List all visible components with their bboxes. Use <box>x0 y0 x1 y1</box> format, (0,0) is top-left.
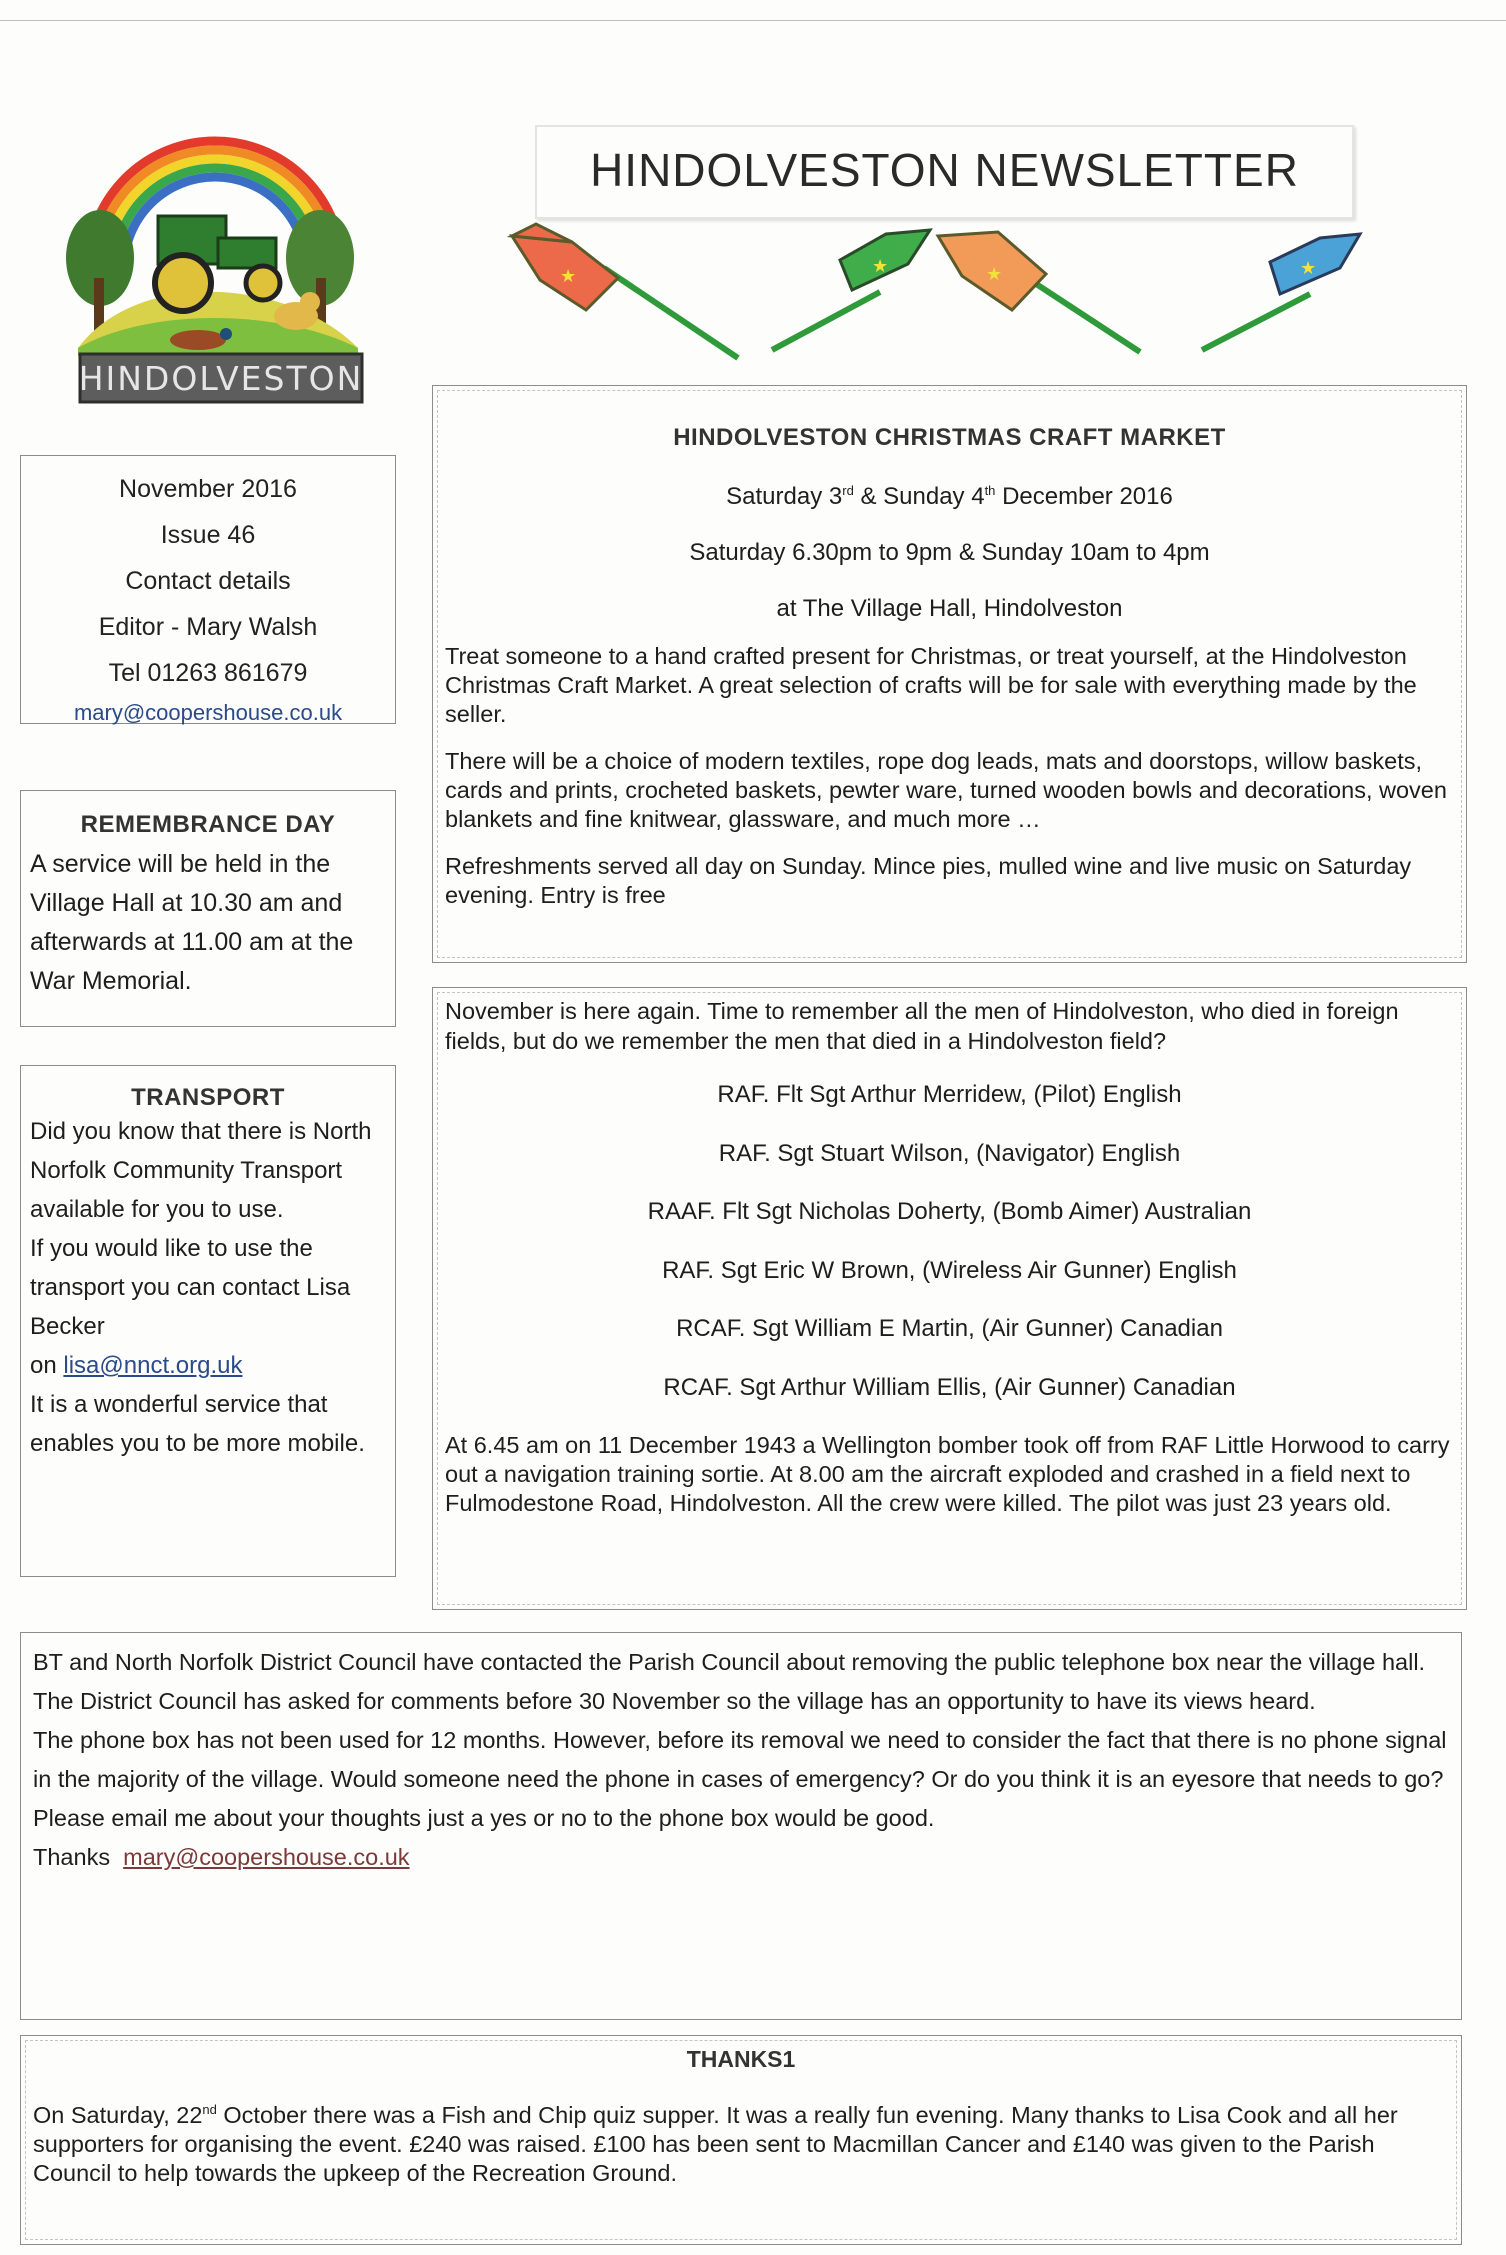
issue-date: November 2016 <box>119 475 297 503</box>
contact-details-box <box>20 455 396 724</box>
craft-times: Saturday 6.30pm to 9pm & Sunday 10am to 4pm <box>689 539 1210 566</box>
transport-closing: It is a wonderful service that enables you to be more mobile. <box>30 1391 365 1457</box>
rocket-icon <box>772 230 930 350</box>
transport-on-label: on <box>30 1352 57 1379</box>
phonebox-thanks-line <box>33 1838 1449 1877</box>
phonebox-email-link[interactable]: mary@coopershouse.co.uk <box>123 1844 410 1870</box>
wellington-crash-box <box>432 987 1467 1610</box>
crew-member: RCAF. Sgt Arthur William Ellis, (Air Gunner) Canadian <box>663 1373 1236 1401</box>
village-sign-logo <box>58 118 372 408</box>
thanks-heading: THANKS1 <box>686 2046 796 2072</box>
crew-member: RCAF. Sgt William E Martin, (Air Gunner) Canadian <box>676 1315 1223 1342</box>
newsletter-title: HINDOLVESTON NEWSLETTER <box>535 125 1354 219</box>
contact-heading: Contact details <box>125 567 291 595</box>
remembrance-text: A service will be held in the Village Hall at 10.30 am and afterwards at 11.00 am at the War Memorial. <box>30 850 354 995</box>
craft-paragraph-2: There will be a choice of modern textiles, rope dog leads, mats and doorstops, willow baskets, cards and prints, crocheted baskets, pewter ware, turned wooden bowls and decorations, woven blankets and fine knitwear, glassware, and much more … <box>445 748 1447 832</box>
craft-paragraph-1: Treat someone to a hand crafted present for Christmas, or treat yourself, at the Hindolveston Christmas Craft Market. A great selection of crafts will be for sale with everything made by the seller. <box>445 643 1417 727</box>
svg-text:★: ★ <box>560 266 577 286</box>
rocket-icon <box>512 224 738 358</box>
rocket-icon <box>1202 234 1360 350</box>
crew-member: RAF. Sgt Stuart Wilson, (Navigator) English <box>718 1139 1181 1167</box>
craft-market-box <box>432 385 1467 963</box>
raf-intro: November is here again. Time to remember all the men of Hindolveston, who died in foreign fields, but do we remember the men that died in a Hindolveston field? <box>445 998 1399 1054</box>
svg-text:★: ★ <box>1300 258 1317 278</box>
thanks-box <box>20 2035 1462 2245</box>
logo-plaque-text: HINDOLVESTON <box>78 359 364 398</box>
fireworks-rockets-decoration <box>500 222 1380 372</box>
crew-member: RAF. Flt Sgt Arthur Merridew, (Pilot) English <box>717 1081 1182 1108</box>
raf-outro: At 6.45 am on 11 December 1943 a Wellington bomber took off from RAF Little Horwood to carry out a navigation training sortie. At 8.00 am the aircraft exploded and crashed in a field next to Fulmodestone Road, Hindolveston. All the crew were killed. The pilot was just 23 years old. <box>445 1432 1450 1516</box>
phonebox-thanks-label: Thanks <box>33 1844 111 1870</box>
transport-box <box>20 1065 396 1577</box>
svg-text:★: ★ <box>872 256 889 276</box>
phonebox-paragraph-3: The phone box has not been used for 12 months. However, before its removal we need to consider the fact that there is no phone signal in the majority of the village. Would someone need the phone in cases of emergency? Or do you think it is an eyesore that needs to go? <box>33 1727 1447 1792</box>
issue-number: Issue 46 <box>160 521 256 549</box>
transport-intro: Did you know that there is North Norfolk Community Transport available for you to use. <box>30 1118 372 1223</box>
craft-paragraph-3: Refreshments served all day on Sunday. Mince pies, mulled wine and live music on Saturday evening. Entry is free <box>445 853 1412 908</box>
transport-contact: If you would like to use the transport you can contact Lisa Becker <box>30 1235 351 1340</box>
craft-venue: at The Village Hall, Hindolveston <box>776 595 1123 622</box>
remembrance-day-box <box>20 790 396 1027</box>
craft-market-heading: HINDOLVESTON CHRISTMAS CRAFT MARKET <box>673 424 1226 451</box>
transport-email-line <box>30 1346 386 1385</box>
page-top-rule <box>0 20 1506 21</box>
transport-heading: TRANSPORT <box>131 1084 285 1111</box>
rocket-icon <box>938 232 1140 352</box>
phonebox-paragraph-4: Please email me about your thoughts just a yes or no to the phone box would be good. <box>33 1805 935 1831</box>
transport-email-link[interactable]: lisa@nnct.org.uk <box>63 1352 243 1379</box>
thanks-text: On Saturday, 22nd October there was a Fish and Chip quiz supper. It was a really fun evening. Many thanks to Lisa Cook and all her supporters for organising the event. £240 was raised. £100 has been sent to Macmillan Cancer and £140 was given to the Parish Council to help towards the upkeep of the Recreation Ground. <box>33 2101 1398 2186</box>
crew-member: RAF. Sgt Eric W Brown, (Wireless Air Gunner) English <box>662 1256 1237 1284</box>
craft-dates: Saturday 3rd & Sunday 4th December 2016 <box>726 483 1173 510</box>
editor-name: Editor - Mary Walsh <box>98 613 318 641</box>
phone-box-notice <box>20 1632 1462 2020</box>
phonebox-paragraph-1: BT and North Norfolk District Council have contacted the Parish Council about removing the public telephone box near the village hall. <box>33 1649 1426 1675</box>
phonebox-paragraph-2: The District Council has asked for comments before 30 November so the village has an opportunity to have its views heard. <box>33 1688 1316 1714</box>
svg-text:★: ★ <box>986 264 1003 284</box>
crew-member: RAAF. Flt Sgt Nicholas Doherty, (Bomb Aimer) Australian <box>647 1198 1252 1225</box>
editor-phone: Tel 01263 861679 <box>108 659 308 687</box>
editor-email[interactable]: mary@coopershouse.co.uk <box>73 700 343 725</box>
remembrance-heading: REMEMBRANCE DAY <box>80 811 336 838</box>
